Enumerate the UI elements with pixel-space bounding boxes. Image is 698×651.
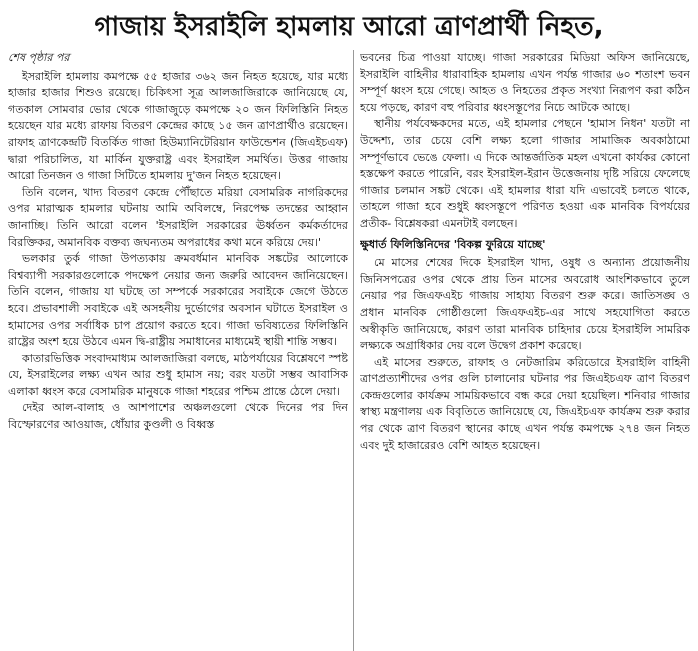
right-column [360, 50, 690, 651]
headline: গাজায় ইসরাইলি হামলায় আরো ত্রাণপ্রার্থী নিহত, [94, 12, 604, 42]
paragraph: কাতারভিত্তিক সংবাদমাধ্যম আলজাজিরা বলছে, মাঠপর্যায়ের বিশ্লেষণে স্পষ্ট যে, ইসরাইলের লক্ষ্য এখন আর শুধু হামাস নয়; বরং যতটা সম্ভব আবাসিক এলাকা ধ্বংস করে বেসামরিক মানুষকে গাজা শহরের পশ্চিম প্রান্তে ঠেলে দেয়া। [8, 351, 348, 398]
paragraph: তিনি বলেন, খাদ্য বিতরণ কেন্দ্রে পৌঁছাতে মরিয়া বেসামরিক নাগরিকদের ওপর মারাত্মক হামলার ঘটনায় আমি অবিলম্বে, নিরপেক্ষ তদন্তের আহ্বান জানাচ্ছি। তিনি আরো বলেন 'ইসরাইলি সরকারের ঊর্ধ্বতন কর্মকর্তাদের বিরক্তিকর, অমানবিক বক্তব্য জঘন্যতম অপরাধের কথা মনে করিয়ে দেয়।' [8, 185, 348, 249]
paragraph: এই মাসের শুরুতে, রাফাহ ও নেটজারিম করিডোরে ইসরাইলি বাহিনী ত্রাণপ্রত্যাশীদের ওপর গুলি চালানোর ঘটনার পর জিএইচএফ ত্রাণ বিতরণ কেন্দ্রগুলোর কার্যক্রম সাময়িকভাবে বন্ধ করে দেয়া হয়েছিল। শনিবার গাজার স্বাস্থ্য মন্ত্রণালয় এক বিবৃতিতে জানিয়েছে যে, জিএইচএফ কার্যক্রম শুরু করার পর থেকে ত্রাণ বিতরণ স্থানের কাছে এখন পর্যন্ত কমপক্ষে ২৭৪ জন নিহত এবং দুই হাজারেরও বেশি আহত হয়েছেন। [360, 355, 690, 452]
paragraph: ইসরাইলি হামলায় কমপক্ষে ৫৫ হাজার ৩৬২ জন নিহত হয়েছে, যার মধ্যে হাজার হাজার শিশুও রয়েছে। চিকিৎসা সূত্র আলজাজিরাকে জানিয়েছে যে, গতকাল সোমবার ভোর থেকে গাজাজুড়ে কমপক্ষে ২০ জন ফিলিস্তিনি নিহত হয়েছেন যার মধ্যে রাফায় বিতরণ কেন্দ্রের কাছে ১৫ জন ত্রাণপ্রার্থীও রয়েছেন। রাফাহ ত্রাণকেন্দ্রটি বিতর্কিত গাজা হিউম্যানিটেরিয়ান ফাউন্ডেশন (জিএইচএফ) দ্বারা পরিচালিত, যা মার্কিন যুক্তরাষ্ট্র এবং ইসরাইল সমর্থিত। উত্তর গাজায় আরো তিনজন ও গাজা সিটিতে হামলায় দু'জন নিহত হয়েছেন। [8, 69, 348, 183]
article-body [8, 50, 690, 651]
left-column [8, 50, 348, 651]
continuation-kicker: শেষ পৃষ্ঠার পর [8, 51, 70, 64]
paragraph: ভলকার তুর্ক গাজা উপত্যকায় ক্রমবর্ধমান মানবিক সঙ্কটের আলোকে বিশ্বব্যাপী সরকারগুলোকে পদক্ষেপ নেয়ার জন্য জরুরি আবেদন জানিয়েছেন। তিনি বলেন, গাজায় যা ঘটছে তা সম্পর্কে সরকারের সবাইকে জেগে উঠতে হবে। প্রভাবশালী সবাইকে এই অসহনীয় দুর্ভোগের অবসান ঘটাতে ইসরাইল ও হামাসের ওপর সর্বাধিক চাপ প্রয়োগ করতে হবে। গাজা ভবিষ্যতের ফিলিস্তিনি রাষ্ট্রের অংশ হয়ে উঠবে এমন দ্বি-রাষ্ট্রীয় সমাধানের মাধ্যমেই স্থায়ী শান্তি সম্ভব। [8, 252, 348, 349]
subheading: ক্ষুধার্ত ফিলিস্তিনিদের 'বিকল্প ফুরিয়ে যাচ্ছে' [360, 237, 546, 251]
paragraph: ভবনের চিত্র পাওয়া যাচ্ছে। গাজা সরকারের মিডিয়া অফিস জানিয়েছে, ইসরাইলি বাহিনীর ধারাবাহিক হামলায় এখন পর্যন্ত গাজার ৬০ শতাংশ ভবন সম্পূর্ণ ধ্বংস হয়ে গেছে। আহত ও নিহতের প্রকৃত সংখ্যা নিরূপণ করা কঠিন হয়ে পড়ছে, কারণ বহু পরিবার ধ্বংসস্তূপের নিচে আটকে আছে। [360, 51, 690, 114]
paragraph: স্থানীয় পর্যবেক্ষকদের মতে, এই হামলার পেছনে 'হামাস নিধন' যতটা না উদ্দেশ্য, তার চেয়ে বেশি লক্ষ্য হলো গাজার সামাজিক অবকাঠামো সম্পূর্ণভাবে ভেঙে ফেলা। এ দিকে আন্তর্জাতিক মহল এখনো কার্যকর কোনো হস্তক্ষেপ করতে পারেনি, বরং ইসরাইল-ইরান উত্তেজনায় দৃষ্টি সরিয়ে ফেলেছে গাজার চলমান সঙ্কট থেকে। এই হামলার ধারা যদি এভাবেই চলতে থাকে, তাহলে গাজা হবে শুধুই ধ্বংসস্তূপে পরিণত হওয়া এক মানবিক বিপর্যয়ের প্রতীক- বিশ্লেষকরা এমনটাই বলছেন। [360, 117, 690, 230]
paragraph: মে মাসের শেষের দিকে ইসরাইল খাদ্য, ওষুধ ও অন্যান্য প্রয়োজনীয় জিনিসপত্রের ওপর থেকে প্রায় তিন মাসের অবরোধ আংশিকভাবে তুলে নেয়ার পর জিএফএইচ গাজায় সাহায্য বিতরণ শুরু করে। জাতিসঙ্ঘ ও প্রধান মানবিক গোষ্ঠীগুলো জিএফএইচ-এর সাথে সহযোগিতা করতে অস্বীকৃতি জানিয়েছে, কারণ তারা মানবিক চাহিদার চেয়ে ইসরাইলি সামরিক লক্ষ্যকে অগ্রাধিকার দেয় বলে উদ্বেগ প্রকাশ করেছে। [360, 256, 690, 353]
paragraph: দেইর আল-বালাহ ও আশপাশের অঞ্চলগুলো থেকে দিনের পর দিন বিস্ফোরণের আওয়াজ, ধোঁয়ার কুণ্ডলী ও বিধ্বস্ত [8, 401, 348, 432]
column-divider [353, 50, 354, 651]
